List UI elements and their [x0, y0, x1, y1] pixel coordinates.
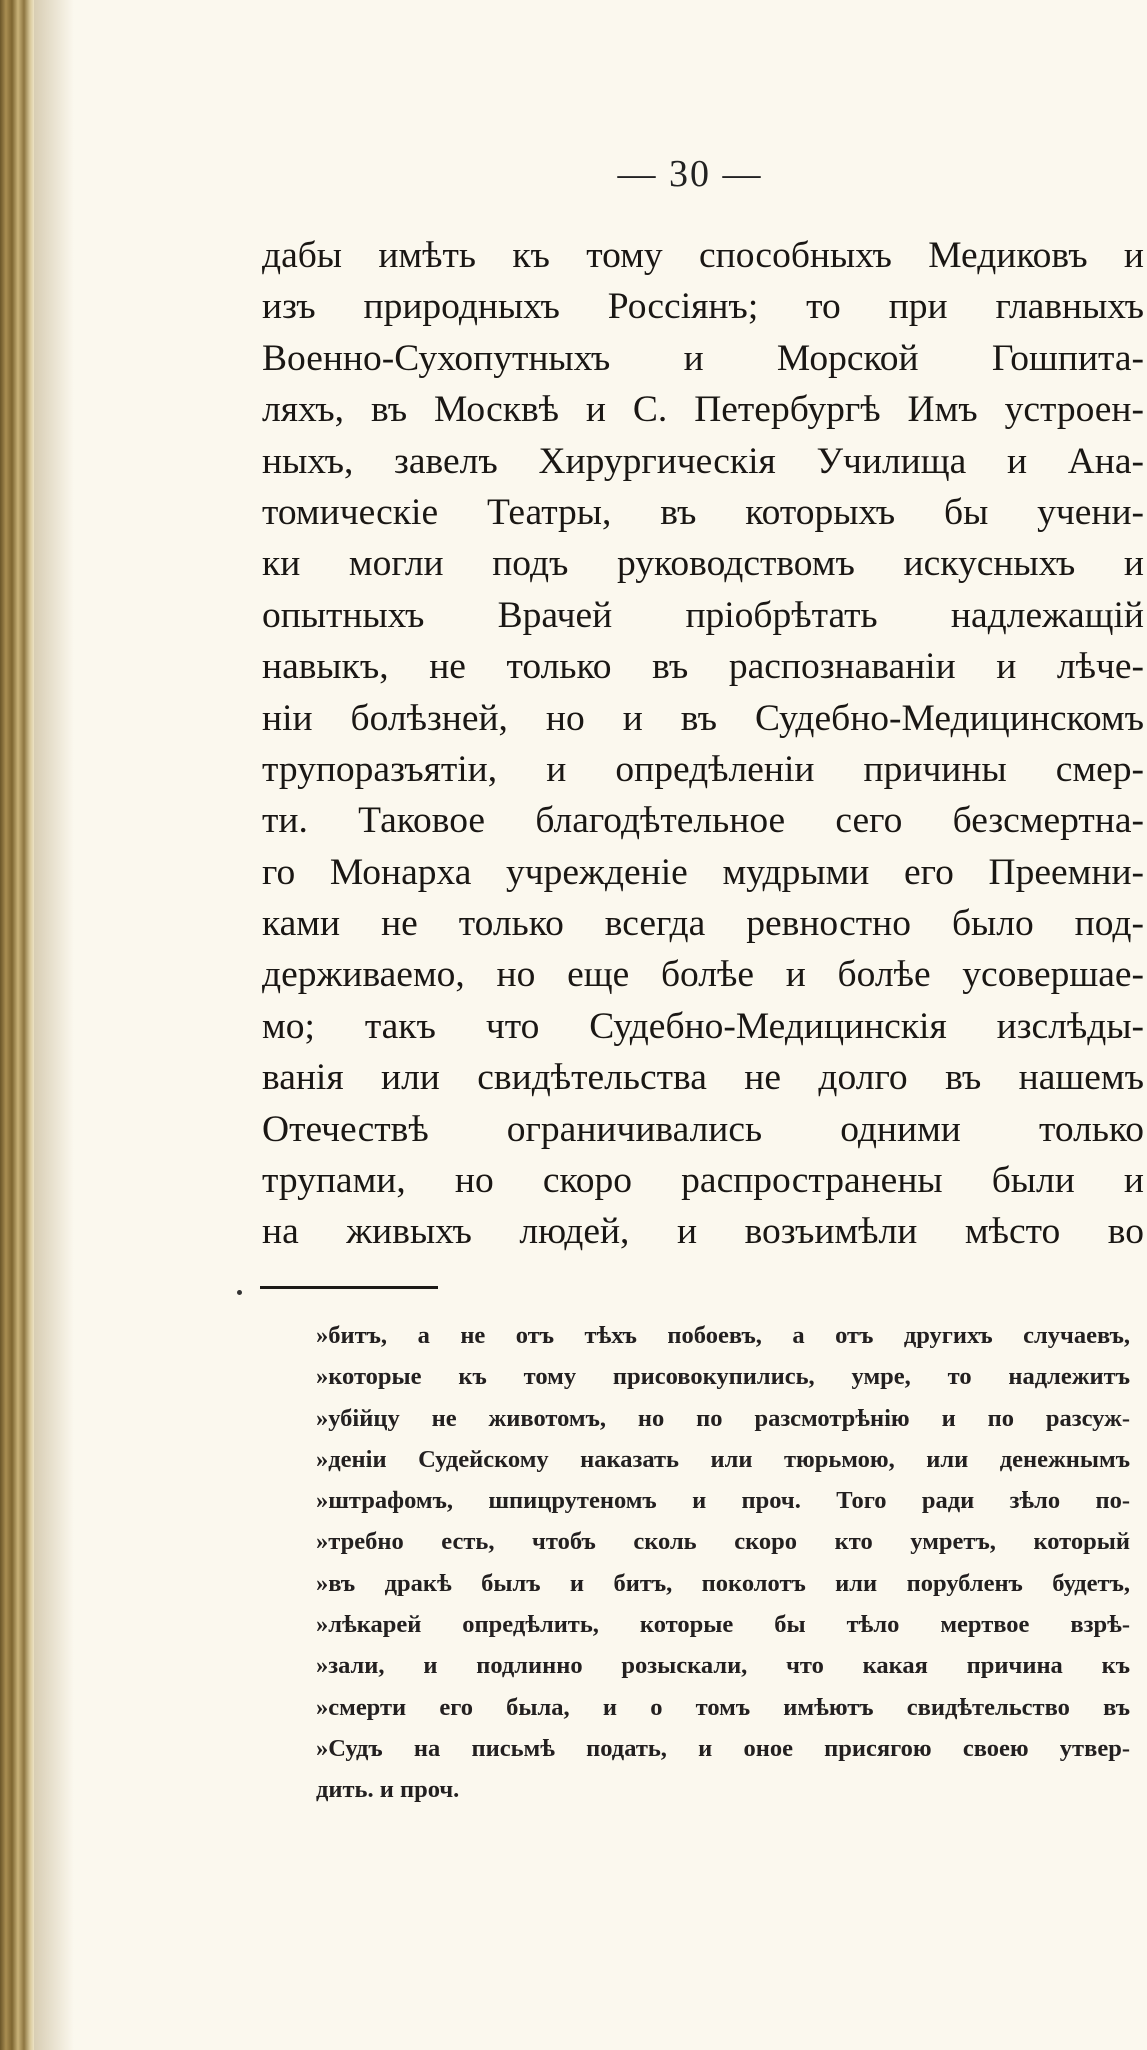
footnote-line: »убійцу не животомъ, но по разсмотрѣнію и по разсуж- [316, 1404, 1130, 1432]
body-line: навыкъ, не только въ распознаваніи и лѣче- [262, 646, 1144, 688]
body-line: го Монарха учрежденіе мудрыми его Преемни- [262, 851, 1144, 893]
body-line: томическіе Театры, въ которыхъ бы учени- [262, 491, 1144, 533]
body-line: держиваемо, но еще болѣе и болѣе усовершае- [262, 954, 1144, 996]
footnote-line: »смерти его была, и о томъ имѣютъ свидѣтельство въ [316, 1693, 1130, 1721]
footnote-line: »которые къ тому присовокупились, умре, то надлежитъ [316, 1363, 1130, 1391]
footnote-line: »деніи Судейскому наказать или тюрьмою, или денежнымъ [316, 1445, 1130, 1473]
body-line: Военно-Сухопутныхъ и Морской Гошпита- [262, 337, 1144, 379]
body-line: на живыхъ людей, и возъимѣли мѣсто во [262, 1211, 1144, 1253]
footnote-line: »Судъ на письмѣ подать, и оное присягою своею утвер- [316, 1734, 1130, 1762]
gutter-shadow [34, 0, 74, 2050]
page-number: — 30 — [617, 153, 763, 195]
footnote-line: »въ дракѣ былъ и битъ, поколотъ или порубленъ будетъ, [316, 1569, 1130, 1597]
footnote-marker-dot [237, 1290, 242, 1295]
body-line: ныхъ, завелъ Хирургическія Училища и Ана- [262, 440, 1144, 482]
body-line: ти. Таковое благодѣтельное сего безсмертна- [262, 800, 1144, 842]
body-line: ванія или свидѣтельства не долго въ нашемъ [262, 1057, 1144, 1099]
body-line: изъ природныхъ Россіянъ; то при главныхъ [262, 286, 1144, 328]
body-line: трупами, но скоро распространены были и [262, 1160, 1144, 1202]
footnote-line: »штрафомъ, шпицрутеномъ и проч. Того ради зѣло по- [316, 1487, 1130, 1515]
footnote-line: »зали, и подлинно розыскали, что какая причина къ [316, 1652, 1130, 1680]
body-line: дабы имѣть къ тому способныхъ Медиковъ и [262, 235, 1144, 276]
footnote-separator-rule [260, 1286, 438, 1289]
body-line: ки могли подъ руководствомъ искусныхъ и [262, 543, 1144, 585]
footnote-line: »лѣкарей опредѣлить, которые бы тѣло мертвое взрѣ- [316, 1611, 1130, 1639]
body-line: трупоразъятіи, и опредѣленіи причины смер- [262, 748, 1144, 790]
footnote-block [316, 1315, 1130, 1811]
body-line: ніи болѣзней, но и въ Судебно-Медицинскомъ [262, 697, 1144, 739]
body-line: мо; такъ что Судебно-Медицинскія изслѣды- [262, 1005, 1144, 1047]
main-text-block [262, 230, 1144, 1258]
body-line: ками не только всегда ревностно было под- [262, 903, 1144, 945]
footnote-line: »требно есть, чтобъ сколь скоро кто умретъ, который [316, 1528, 1130, 1556]
footnote-line: »битъ, а не отъ тѣхъ побоевъ, а отъ другихъ случаевъ, [316, 1322, 1130, 1349]
body-line: ляхъ, въ Москвѣ и С. Петербургѣ Имъ устроен- [262, 389, 1144, 431]
body-line: Отечествѣ ограничивались одними только [262, 1108, 1144, 1150]
footnote-line: дить. и проч. [316, 1776, 460, 1804]
book-spine-edge [0, 0, 34, 2050]
body-line: опытныхъ Врачей пріобрѣтать надлежащій [262, 594, 1144, 636]
